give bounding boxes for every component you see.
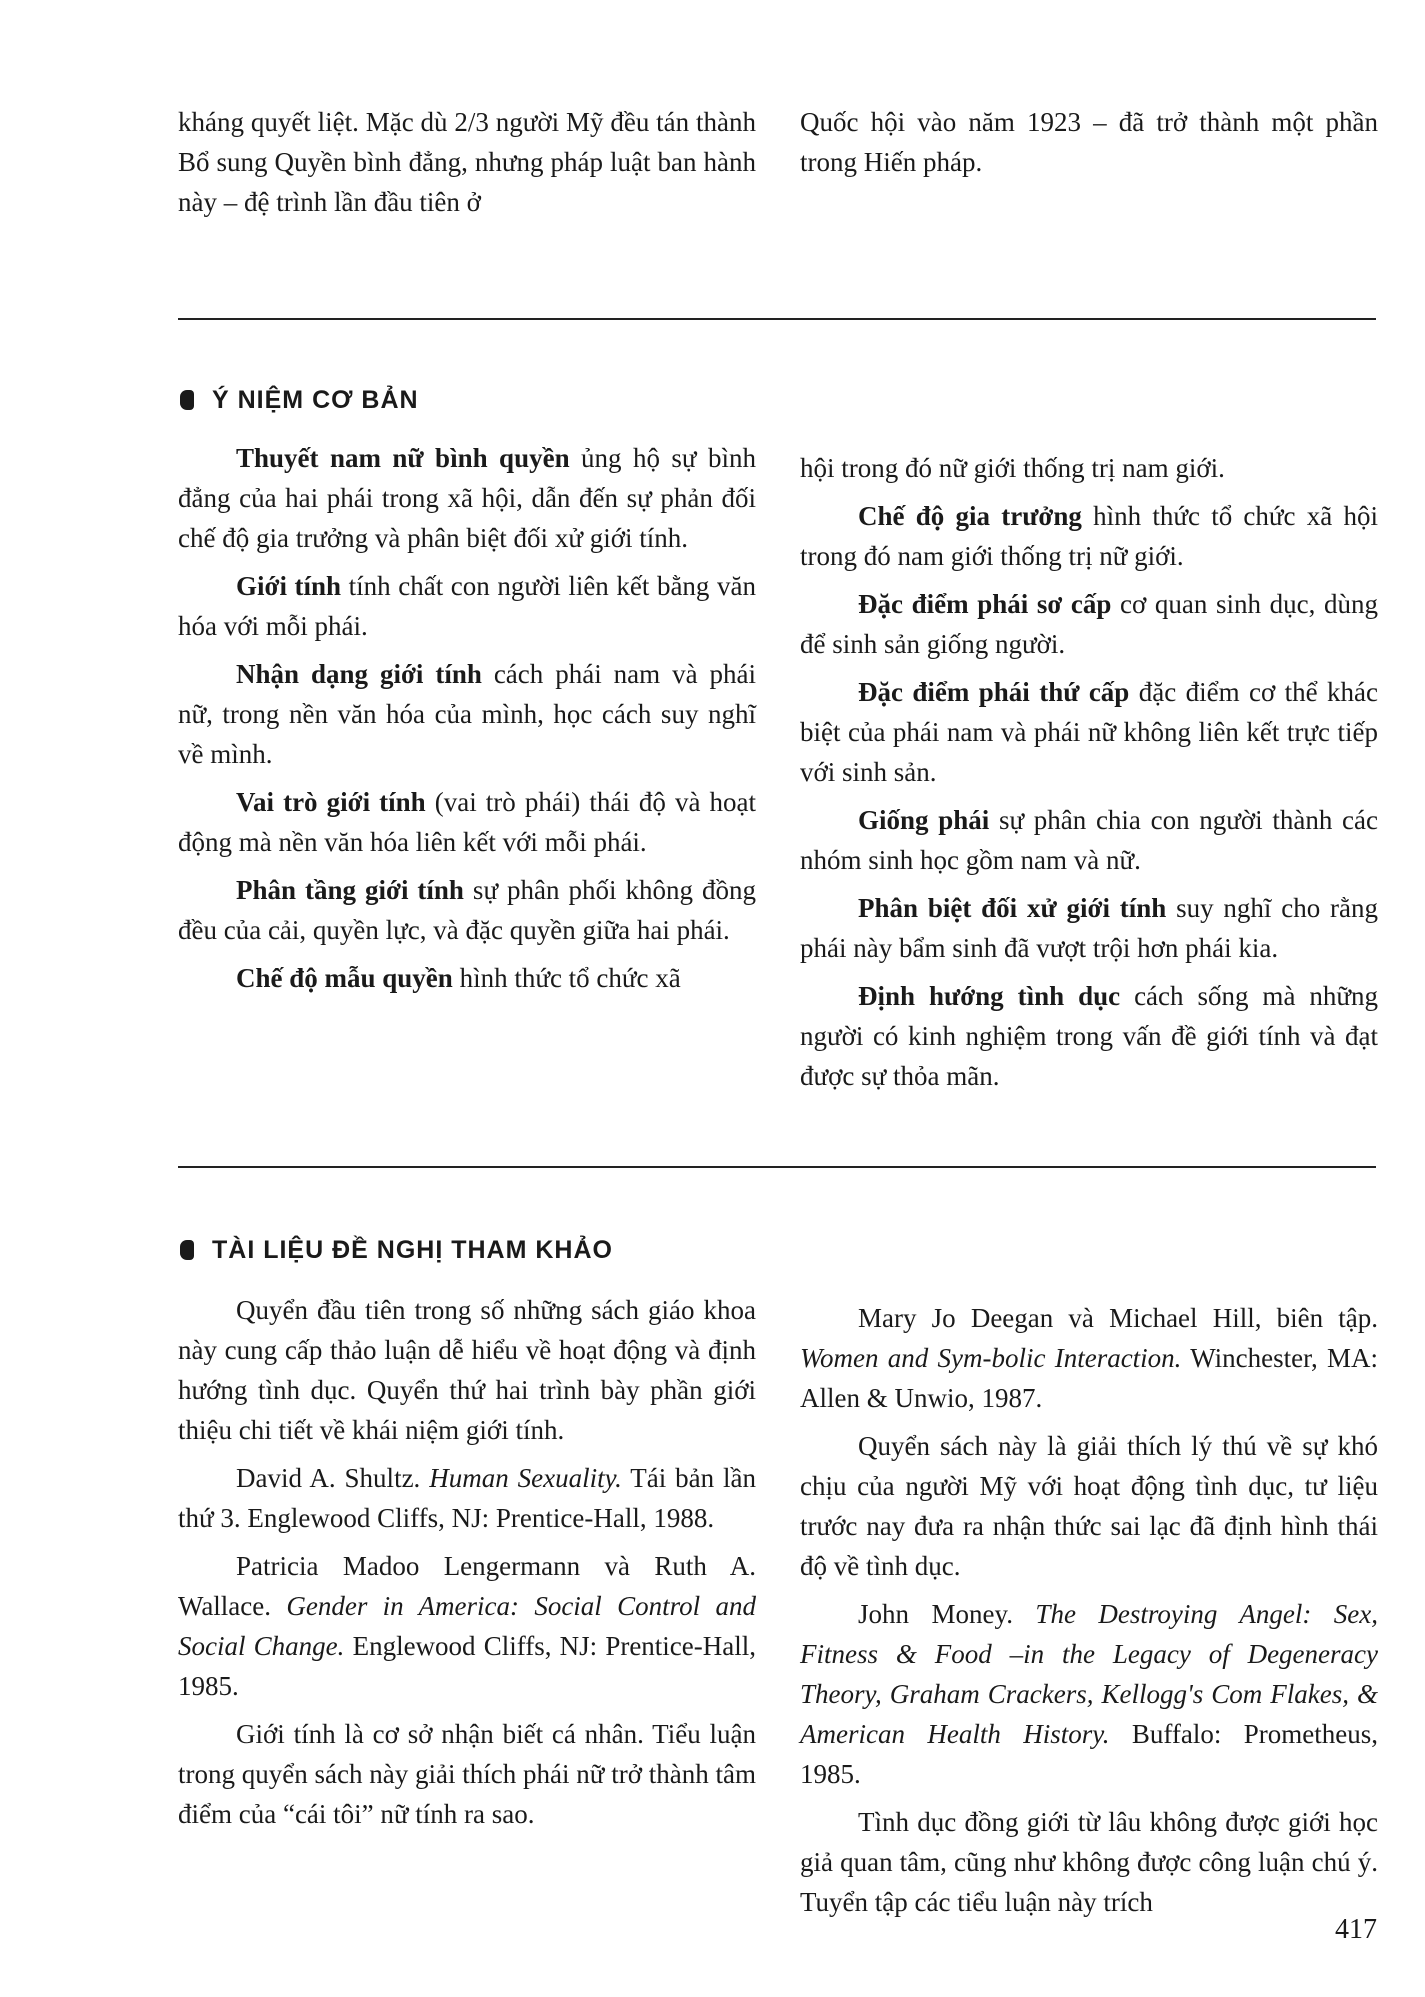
concept-term: Chế độ mẫu quyền: [236, 963, 453, 993]
concept-term: Phân tầng giới tính: [236, 875, 464, 905]
reference-title: The Destroying Angel: Sex, Fitness & Food –in the Legacy of Degeneracy Theory, Graham Crackers, Kellogg's Com Flakes, & American Health History.: [800, 1599, 1378, 1749]
reference-publication: Winchester, MA: Allen & Unwio, 1987.: [800, 1343, 1378, 1413]
reference-entry: [178, 1546, 756, 1706]
reference-author: Mary Jo Deegan và Michael Hill, biên tập.: [858, 1303, 1378, 1333]
references-left-column: [178, 1290, 756, 1842]
concept-definition: suy nghĩ cho rằng phái này bẩm sinh đã vượt trội hơn phái kia.: [800, 893, 1378, 963]
reference-note: Quyển sách này là giải thích lý thú về sự khó chịu của người Mỹ với hoạt động tình dục, tư liệu trước nay đưa ra nhận thức sai lạc đã định hình thái độ về tình dục.: [800, 1431, 1378, 1581]
intro-left-text: kháng quyết liệt. Mặc dù 2/3 người Mỹ đều tán thành Bổ sung Quyền bình đẳng, nhưng pháp luật ban hành này – đệ trình lần đầu tiên ở: [178, 107, 756, 217]
concept-definition: đặc điểm cơ thể khác biệt của phái nam và phái nữ không liên kết trực tiếp với sinh sản.: [800, 677, 1379, 787]
reference-note: Quyển đầu tiên trong số những sách giáo khoa này cung cấp thảo luận dễ hiểu về hoạt động và định hướng tình dục. Quyển thứ hai trình bày phần giới thiệu chi tiết về khái niệm giới tính.: [178, 1295, 756, 1445]
reference-publication: Buffalo: Prometheus, 1985.: [800, 1719, 1378, 1789]
concepts-heading-text: Ý NIỆM CƠ BẢN: [212, 386, 419, 414]
concept-term: Nhận dạng giới tính: [236, 659, 482, 689]
reference-title: Gender in America: Social Control and Social Change.: [178, 1591, 757, 1661]
concept-entry: [800, 672, 1378, 792]
concept-definition: hình thức tổ chức xã hội trong đó nam giới thống trị nữ giới.: [800, 501, 1378, 571]
concept-definition: tính chất con người liên kết bằng văn hóa với mỗi phái.: [178, 571, 756, 641]
concept-term: Thuyết nam nữ bình quyền: [236, 443, 570, 473]
reference-publication: Englewood Cliffs, NJ: Prentice-Hall, 1985.: [178, 1631, 757, 1701]
concept-term: Đặc điểm phái sơ cấp: [858, 589, 1112, 619]
concept-definition: (vai trò phái) thái độ và hoạt động mà nền văn hóa liên kết với mỗi phái.: [178, 787, 757, 857]
intro-right-column: [800, 102, 1378, 190]
concept-definition: sự phân phối không đồng đều của cải, quyền lực, và đặc quyền giữa hai phái.: [178, 875, 756, 945]
references-right-column: [800, 1298, 1378, 1930]
reference-author: John Money.: [858, 1599, 1036, 1629]
concept-entry: [800, 888, 1378, 968]
intro-left-column: [178, 102, 756, 230]
concepts-right-column: [800, 448, 1378, 1104]
reference-author: David A. Shultz.: [236, 1463, 430, 1493]
concept-definition: hình thức tổ chức xã: [452, 963, 681, 993]
intro-right-text: Quốc hội vào năm 1923 – đã trở thành một phần trong Hiến pháp.: [800, 107, 1378, 177]
concept-definition: cách phái nam và phái nữ, trong nền văn hóa của mình, học cách suy nghĩ về mình.: [178, 659, 756, 769]
page-number: 417: [1335, 1914, 1377, 1945]
section-divider-1: [178, 318, 1376, 320]
bullet-icon: [180, 390, 194, 410]
concept-definition: cách sống mà những người có kinh nghiệm trong vấn đề giới tính và đạt được sự thỏa mãn.: [800, 981, 1379, 1091]
concept-term: Giới tính: [236, 571, 342, 601]
concept-definition: ủng hộ sự bình đẳng của hai phái trong xã hội, dẫn đến sự phản đối chế độ gia trưởng và phân biệt đối xử giới tính.: [178, 443, 756, 553]
concept-continuation: hội trong đó nữ giới thống trị nam giới.: [800, 453, 1225, 483]
reference-note: Tình dục đồng giới từ lâu không được giới học giả quan tâm, cũng như không được công luận chú ý. Tuyển tập các tiểu luận này trích: [800, 1807, 1378, 1917]
concepts-heading: [180, 383, 419, 417]
reference-author: Patricia Madoo Lengermann và Ruth A. Wallace.: [178, 1551, 756, 1621]
concept-entry: [800, 976, 1378, 1096]
concept-entry: [800, 496, 1378, 576]
concept-entry: [800, 800, 1378, 880]
concept-definition: cơ quan sinh dục, dùng để sinh sản giống người.: [800, 589, 1378, 659]
references-heading: [180, 1233, 613, 1267]
concept-term: Giống phái: [858, 805, 990, 835]
concept-entry: [178, 782, 756, 862]
concept-entry: [178, 870, 756, 950]
reference-entry: [178, 1458, 756, 1538]
reference-entry: [800, 1298, 1378, 1418]
reference-title: Women and Sym-bolic Interaction.: [800, 1343, 1182, 1373]
concepts-left-column: [178, 438, 756, 1006]
concept-definition: sự phân chia con người thành các nhóm sinh học gồm nam và nữ.: [800, 805, 1378, 875]
concept-entry: [178, 958, 756, 998]
concept-entry: [178, 654, 756, 774]
concept-entry: [178, 566, 756, 646]
reference-entry: [800, 1594, 1378, 1794]
concept-entry: [178, 438, 756, 558]
reference-note: Giới tính là cơ sở nhận biết cá nhân. Tiểu luận trong quyển sách này giải thích phái nữ trở thành tâm điểm của “cái tôi” nữ tính ra sao.: [178, 1719, 756, 1829]
reference-title: Human Sexuality.: [429, 1463, 622, 1493]
concept-term: Vai trò giới tính: [236, 787, 426, 817]
concept-term: Chế độ gia trưởng: [858, 501, 1082, 531]
section-divider-2: [178, 1166, 1376, 1168]
concept-term: Phân biệt đối xử giới tính: [858, 893, 1167, 923]
reference-publication: Tái bản lần thứ 3. Englewood Cliffs, NJ: Prentice-Hall, 1988.: [178, 1463, 756, 1533]
references-heading-text: TÀI LIỆU ĐỀ NGHỊ THAM KHẢO: [212, 1236, 613, 1264]
concept-entry: [800, 584, 1378, 664]
concept-term: Đặc điểm phái thứ cấp: [858, 677, 1130, 707]
concept-term: Định hướng tình dục: [858, 981, 1121, 1011]
bullet-icon: [180, 1240, 194, 1260]
